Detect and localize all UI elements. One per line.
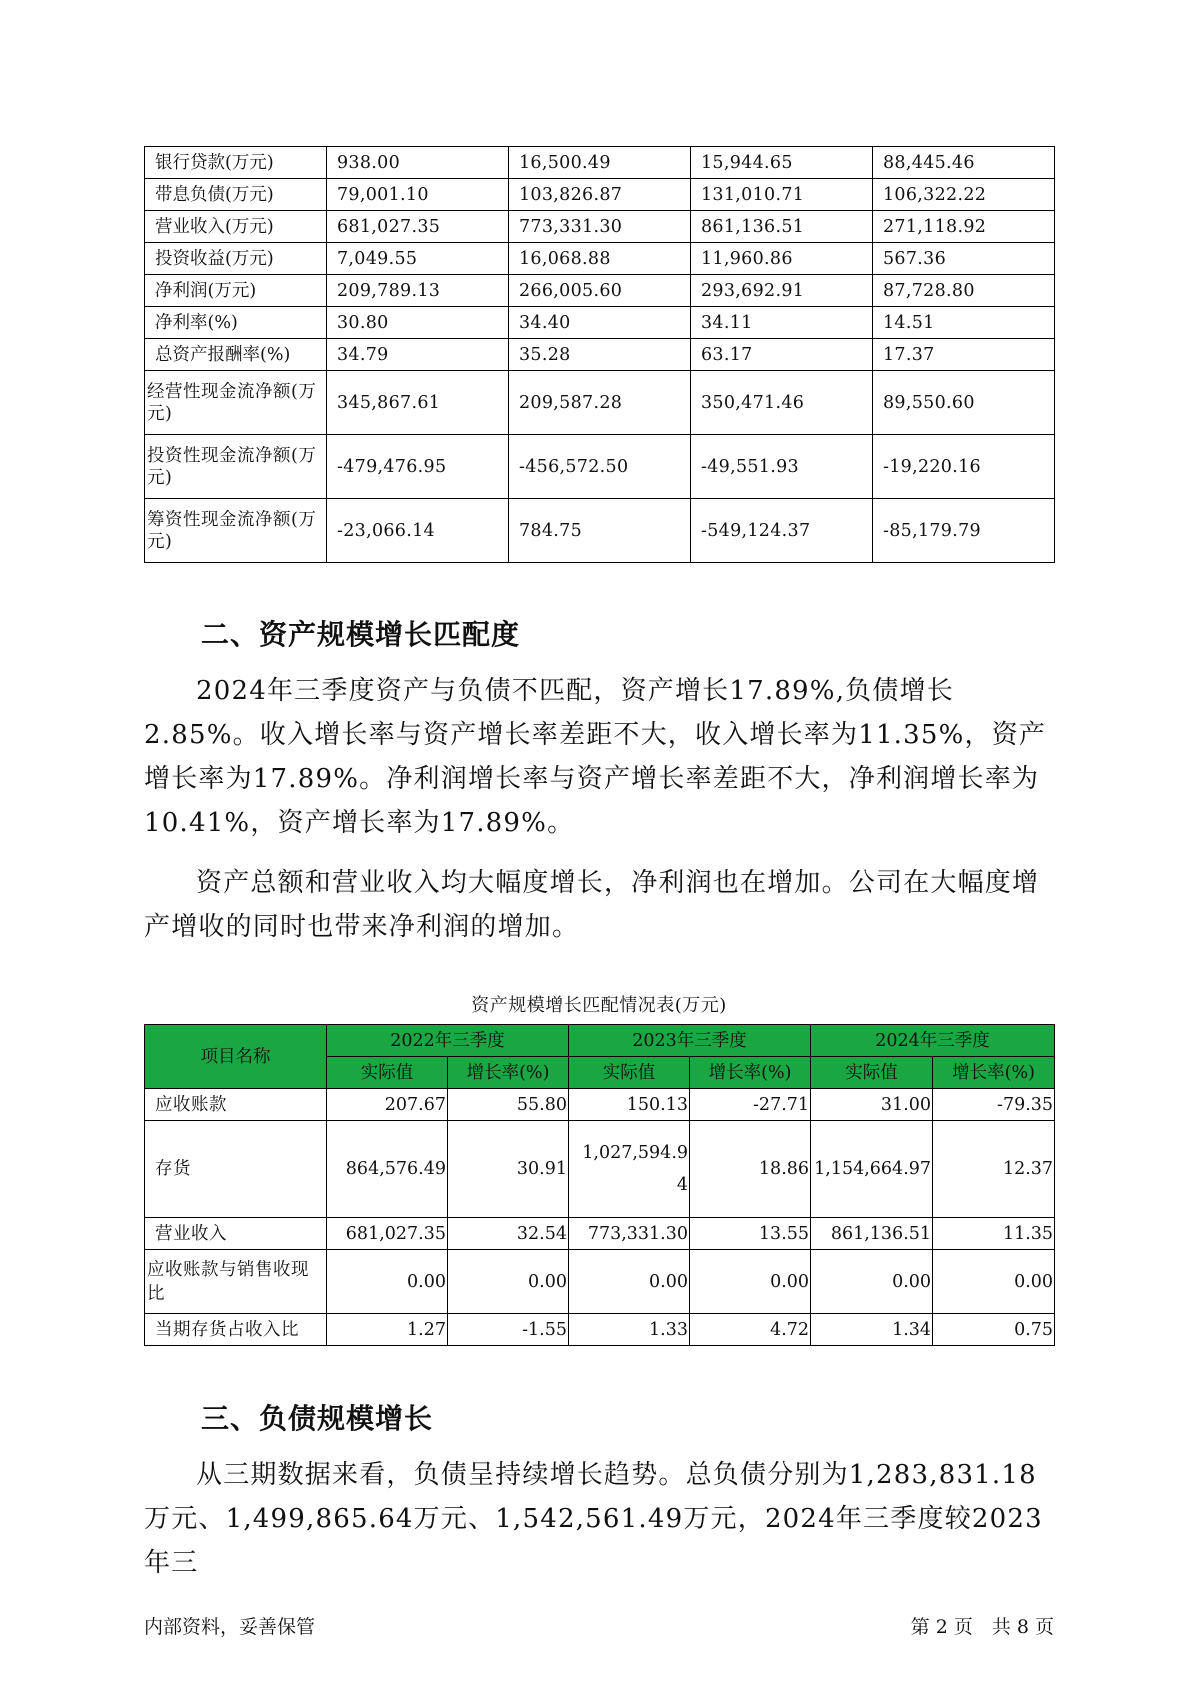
cell-value: 1.33 (569, 1314, 690, 1346)
cell-value: 12.37 (933, 1121, 1055, 1218)
cell-value: 7,049.55 (327, 243, 509, 275)
cell-value: 103,826.87 (509, 179, 691, 211)
period-header: 2024年三季度 (811, 1025, 1055, 1057)
row-label: 存货 (145, 1121, 327, 1218)
column-header: 实际值 (569, 1057, 690, 1089)
row-label: 应收账款与销售收现比 (145, 1250, 327, 1314)
cell-value: 11.35 (933, 1218, 1055, 1250)
cell-value: 1,027,594.94 (569, 1121, 690, 1218)
section-heading: 三、负债规模增长 (201, 1402, 434, 1435)
table-row (145, 1250, 1055, 1314)
cell-value: -19,220.16 (873, 435, 1055, 499)
cell-value: 209,789.13 (327, 275, 509, 307)
cell-value: 681,027.35 (327, 211, 509, 243)
row-label: 净利率(%) (145, 307, 327, 339)
cell-value: 350,471.46 (691, 371, 873, 435)
cell-value: 34.79 (327, 339, 509, 371)
cell-value: 773,331.30 (569, 1218, 690, 1250)
cell-value: 861,136.51 (691, 211, 873, 243)
cell-value: 1,154,664.97 (811, 1121, 933, 1218)
table-row (145, 1089, 1055, 1121)
cell-value: -23,066.14 (327, 499, 509, 563)
row-label: 投资性现金流净额(万元) (145, 435, 327, 499)
cell-value: 266,005.60 (509, 275, 691, 307)
period-header: 2023年三季度 (569, 1025, 811, 1057)
cell-value: 773,331.30 (509, 211, 691, 243)
table-row (145, 371, 1055, 435)
row-label: 总资产报酬率(%) (145, 339, 327, 371)
row-label: 当期存货占收入比 (145, 1314, 327, 1346)
cell-value: 32.54 (448, 1218, 569, 1250)
cell-value: 106,322.22 (873, 179, 1055, 211)
table-row (145, 339, 1055, 371)
table-caption: 资产规模增长匹配情况表(万元) (471, 995, 727, 1016)
table-row (145, 147, 1055, 179)
cell-value: 14.51 (873, 307, 1055, 339)
table-row (145, 1218, 1055, 1250)
cell-value: 16,500.49 (509, 147, 691, 179)
cell-value: 15,944.65 (691, 147, 873, 179)
cell-value: 567.36 (873, 243, 1055, 275)
table-row (145, 211, 1055, 243)
row-label: 营业收入 (145, 1218, 327, 1250)
column-header: 实际值 (327, 1057, 448, 1089)
cell-value: 79,001.10 (327, 179, 509, 211)
cell-value: 17.37 (873, 339, 1055, 371)
section-body (144, 1453, 1056, 1585)
cell-value: 293,692.91 (691, 275, 873, 307)
cell-value: 131,010.71 (691, 179, 873, 211)
column-header: 项目名称 (145, 1025, 327, 1089)
cell-value: 0.00 (327, 1250, 448, 1314)
row-label: 投资收益(万元) (145, 243, 327, 275)
cell-value: 18.86 (690, 1121, 811, 1218)
cell-value: -85,179.79 (873, 499, 1055, 563)
cell-value: 11,960.86 (691, 243, 873, 275)
cell-value: 89,550.60 (873, 371, 1055, 435)
cell-value: -1.55 (448, 1314, 569, 1346)
row-label: 经营性现金流净额(万元) (145, 371, 327, 435)
cell-value: 30.80 (327, 307, 509, 339)
paragraph: 资产总额和营业收入均大幅度增长，净利润也在增加。公司在大幅度增产增收的同时也带来净利润的增加。 (144, 868, 1040, 942)
cell-value: 681,027.35 (327, 1218, 448, 1250)
table-row (145, 1121, 1055, 1218)
table-row (145, 499, 1055, 563)
row-label: 应收账款 (145, 1089, 327, 1121)
cell-value: -27.71 (690, 1089, 811, 1121)
table-row (145, 435, 1055, 499)
cell-value: 4.72 (690, 1314, 811, 1346)
row-label: 筹资性现金流净额(万元) (145, 499, 327, 563)
cell-value: 88,445.46 (873, 147, 1055, 179)
cell-value: 864,576.49 (327, 1121, 448, 1218)
row-label: 净利润(万元) (145, 275, 327, 307)
cell-value: 150.13 (569, 1089, 690, 1121)
header-row (145, 1025, 1055, 1057)
cell-value: -79.35 (933, 1089, 1055, 1121)
financial-indicators-table (144, 146, 1055, 563)
cell-value: 87,728.80 (873, 275, 1055, 307)
cell-value: 16,068.88 (509, 243, 691, 275)
cell-value: 30.91 (448, 1121, 569, 1218)
cell-value: 13.55 (690, 1218, 811, 1250)
cell-value: 34.11 (691, 307, 873, 339)
table-row (145, 1314, 1055, 1346)
cell-value: 209,587.28 (509, 371, 691, 435)
column-header: 实际值 (811, 1057, 933, 1089)
section-heading: 二、资产规模增长匹配度 (201, 618, 521, 651)
cell-value: 0.00 (933, 1250, 1055, 1314)
cell-value: 345,867.61 (327, 371, 509, 435)
section-body (144, 861, 1056, 949)
cell-value: 1.27 (327, 1314, 448, 1346)
cell-value: 0.75 (933, 1314, 1055, 1346)
cell-value: 0.00 (448, 1250, 569, 1314)
cell-value: 63.17 (691, 339, 873, 371)
paragraph: 2024年三季度资产与负债不匹配，资产增长17.89%,负债增长2.85%。收入增长率与资产增长率差距不大，收入增长率为11.35%，资产增长率为17.89%。净利润增长率与资产增长率差距不大，净利润增长率为10.41%，资产增长率为17.89%。 (144, 676, 1047, 838)
cell-value: -456,572.50 (509, 435, 691, 499)
cell-value: -549,124.37 (691, 499, 873, 563)
table-row (145, 179, 1055, 211)
section-body (144, 669, 1056, 845)
column-header: 增长率(%) (933, 1057, 1055, 1089)
cell-value: 31.00 (811, 1089, 933, 1121)
table-row (145, 243, 1055, 275)
table-row (145, 307, 1055, 339)
asset-growth-match-table (144, 1024, 1055, 1346)
paragraph: 从三期数据来看，负债呈持续增长趋势。总负债分别为1,283,831.18万元、1,499,865.64万元、1,542,561.49万元，2024年三季度较2023年三 (144, 1460, 1043, 1578)
cell-value: 0.00 (690, 1250, 811, 1314)
column-header: 增长率(%) (690, 1057, 811, 1089)
row-label: 营业收入(万元) (145, 211, 327, 243)
column-header: 增长率(%) (448, 1057, 569, 1089)
cell-value: 0.00 (569, 1250, 690, 1314)
cell-value: -479,476.95 (327, 435, 509, 499)
table-row (145, 275, 1055, 307)
cell-value: 861,136.51 (811, 1218, 933, 1250)
period-header: 2022年三季度 (327, 1025, 569, 1057)
cell-value: 784.75 (509, 499, 691, 563)
cell-value: 35.28 (509, 339, 691, 371)
cell-value: -49,551.93 (691, 435, 873, 499)
cell-value: 938.00 (327, 147, 509, 179)
row-label: 银行贷款(万元) (145, 147, 327, 179)
cell-value: 55.80 (448, 1089, 569, 1121)
cell-value: 1.34 (811, 1314, 933, 1346)
row-label: 带息负债(万元) (145, 179, 327, 211)
footer-confidential-note: 内部资料，妥善保管 (144, 1616, 316, 1638)
footer-page-number: 第 2 页 共 8 页 (910, 1616, 1054, 1638)
cell-value: 271,118.92 (873, 211, 1055, 243)
cell-value: 207.67 (327, 1089, 448, 1121)
cell-value: 34.40 (509, 307, 691, 339)
cell-value: 0.00 (811, 1250, 933, 1314)
